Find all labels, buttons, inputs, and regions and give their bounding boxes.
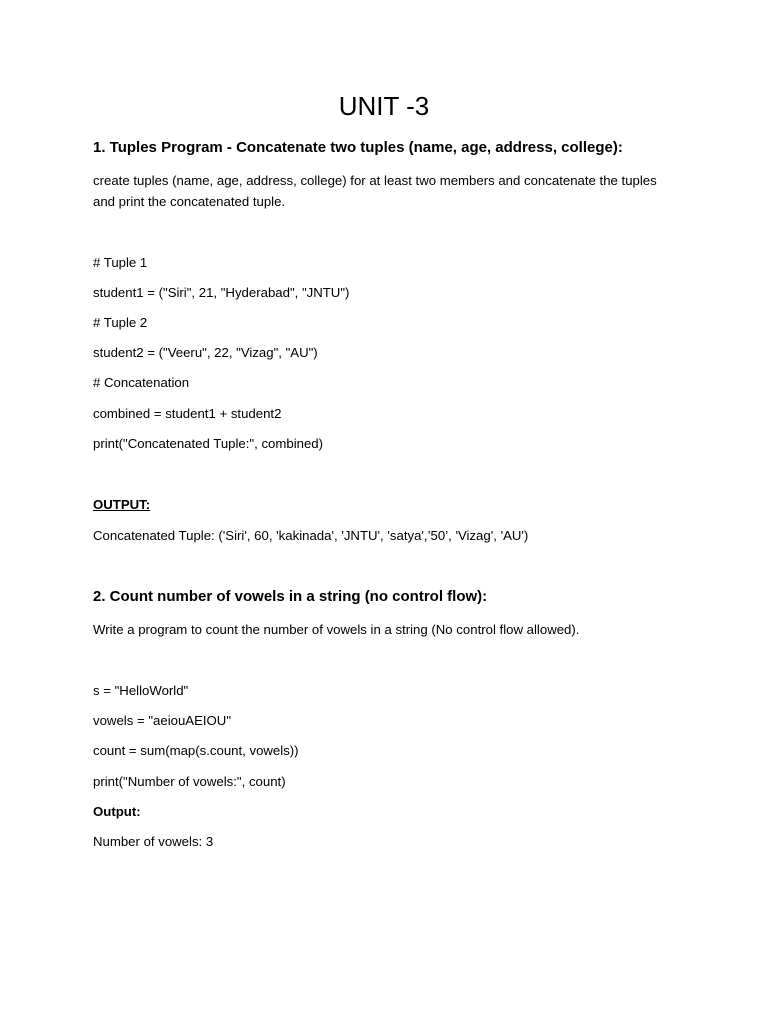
section1-heading: 1. Tuples Program - Concatenate two tuples (name, age, address, college): — [93, 139, 623, 156]
section2-description: Write a program to count the number of vowels in a string (No control flow allowed). — [93, 622, 580, 637]
code-line: vowels = "aeiouAEIOU" — [93, 713, 232, 728]
code-line: combined = student1 + student2 — [93, 406, 282, 421]
section2-heading: 2. Count number of vowels in a string (no control flow): — [93, 588, 488, 605]
code-line: # Tuple 1 — [93, 255, 148, 270]
code-line: student1 = ("Siri", 21, "Hyderabad", "JNTU") — [93, 285, 350, 300]
section1-output-text: Concatenated Tuple: ('Siri', 60, 'kakinada', 'JNTU', 'satya',’50’, 'Vizag', 'AU') — [93, 528, 529, 543]
section1-description: create tuples (name, age, address, college) for at least two members and concatenate the tuples and print the concatenated tuple. — [93, 173, 657, 209]
code-line: # Concatenation — [93, 375, 190, 390]
code-line: student2 = ("Veeru", 22, "Vizag", "AU") — [93, 345, 318, 360]
code-line: print("Number of vowels:", count) — [93, 774, 286, 789]
section2-output-label: Output: — [93, 804, 141, 819]
code-line: # Tuple 2 — [93, 315, 148, 330]
section1-output-label: OUTPUT: — [93, 497, 151, 512]
section2-output-text: Number of vowels: 3 — [93, 834, 214, 849]
code-line: print("Concatenated Tuple:", combined) — [93, 436, 324, 451]
page-title: UNIT -3 — [338, 91, 430, 121]
code-line: count = sum(map(s.count, vowels)) — [93, 743, 299, 758]
code-line: s = "HelloWorld" — [93, 683, 189, 698]
